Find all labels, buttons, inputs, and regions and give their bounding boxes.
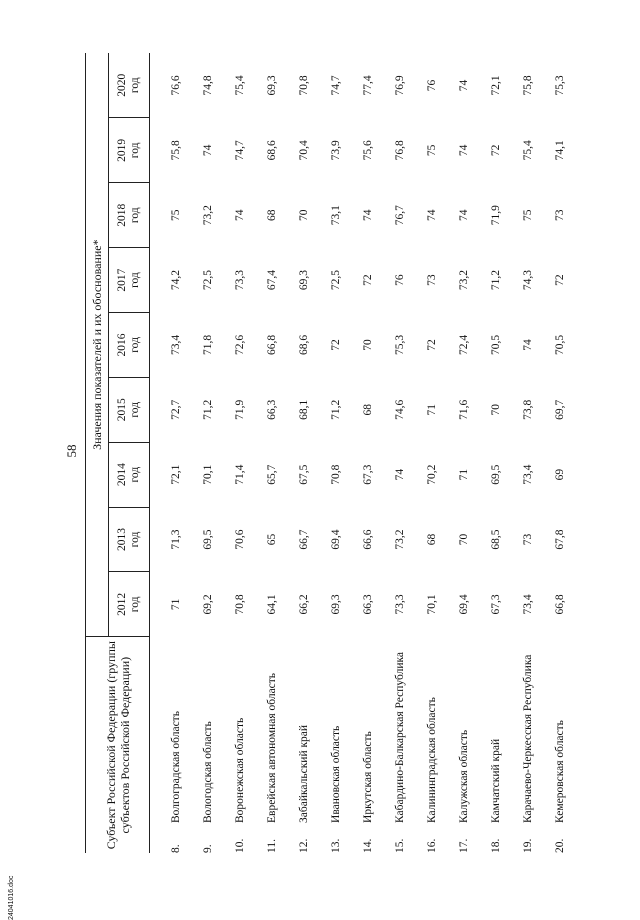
table-row — [320, 53, 352, 853]
value-cell: 69,3 — [266, 75, 278, 96]
value-cell: 75,6 — [362, 140, 374, 161]
value-cell: 76,6 — [170, 75, 182, 96]
value-cell: 68 — [426, 533, 438, 546]
value-cell: 69,2 — [202, 594, 214, 615]
row-number: 13. — [330, 838, 342, 853]
value-cell: 70,8 — [330, 464, 342, 485]
value-cell: 75,4 — [234, 75, 246, 96]
value-cell: 72,5 — [202, 270, 214, 291]
value-cell: 74 — [458, 209, 470, 221]
value-cell: 71,8 — [202, 334, 214, 355]
year-header-2013 — [109, 507, 150, 572]
value-cell: 72 — [426, 339, 438, 351]
value-cell: 75,8 — [522, 75, 534, 96]
region-name: Забайкальский край — [297, 724, 310, 823]
value-cell: 72 — [330, 339, 342, 351]
value-cell: 72,4 — [458, 334, 470, 355]
value-cell: 70,2 — [426, 464, 438, 485]
year-header-2014 — [109, 442, 150, 507]
value-cell: 74 — [458, 79, 470, 92]
table-header-row-1 — [86, 53, 109, 853]
value-cell: 74,6 — [394, 399, 406, 420]
values-header: Значения показателей и их обоснование* — [86, 53, 109, 637]
year-suffix: год — [129, 531, 141, 548]
region-name: Иркутская область — [361, 731, 374, 823]
table-row — [448, 53, 480, 853]
value-cell: 66,2 — [298, 594, 310, 615]
value-cell: 76 — [426, 79, 438, 92]
value-cell: 70 — [298, 209, 310, 221]
year-header-2015 — [109, 377, 150, 442]
value-cell: 68 — [266, 209, 278, 221]
value-cell: 70,1 — [202, 464, 214, 485]
value-cell: 74 — [362, 209, 374, 221]
year-header-2016 — [109, 313, 150, 378]
region-name: Карачаево-Черкесская Республика — [521, 654, 534, 823]
value-cell: 72 — [490, 144, 502, 157]
value-cell: 69,7 — [554, 399, 566, 420]
document-id — [8, 860, 22, 920]
table-row — [480, 53, 512, 853]
indicators-table — [85, 53, 576, 853]
value-cell: 70,4 — [298, 140, 310, 161]
year-label: 2018 — [116, 203, 128, 227]
value-cell: 74 — [234, 209, 246, 221]
table-row — [256, 53, 288, 853]
region-name: Камчатский край — [489, 738, 502, 823]
value-cell: 72,1 — [170, 464, 182, 485]
year-header-2017 — [109, 248, 150, 313]
year-header-2012 — [109, 572, 150, 637]
value-cell: 67,3 — [490, 594, 502, 615]
value-cell: 72,7 — [170, 399, 182, 420]
value-cell: 67,4 — [266, 270, 278, 291]
value-cell: 66,8 — [266, 334, 278, 355]
row-number: 12. — [298, 838, 310, 853]
row-number: 10. — [234, 838, 246, 853]
value-cell: 68,6 — [266, 140, 278, 161]
value-cell: 75,4 — [522, 140, 534, 161]
region-name: Кемеровская область — [553, 720, 566, 823]
value-cell: 69 — [554, 468, 566, 481]
table-row — [544, 53, 576, 853]
row-number: 9. — [202, 844, 214, 853]
rotated-table-page — [63, 53, 583, 853]
value-cell: 71,9 — [490, 205, 502, 226]
region-name: Ивановская область — [329, 725, 342, 823]
value-cell: 67,3 — [362, 464, 374, 485]
value-cell: 73,4 — [170, 334, 182, 355]
year-label: 2019 — [116, 138, 128, 162]
value-cell: 70 — [490, 404, 502, 416]
row-number: 11. — [266, 839, 278, 853]
value-cell: 66,8 — [554, 594, 566, 615]
year-suffix: год — [129, 337, 141, 353]
value-cell: 66,3 — [362, 594, 374, 615]
value-cell: 71 — [458, 468, 470, 481]
value-cell: 68,1 — [298, 399, 310, 420]
row-number: 19. — [522, 838, 534, 853]
year-suffix: год — [129, 272, 141, 288]
year-label: 2015 — [116, 398, 128, 422]
value-cell: 66,6 — [362, 529, 374, 550]
year-suffix: год — [129, 142, 141, 159]
table-row — [160, 53, 192, 853]
row-number: 8. — [170, 844, 182, 853]
value-cell: 73 — [426, 274, 438, 286]
value-cell: 74 — [522, 339, 534, 351]
value-cell: 70,8 — [234, 594, 246, 615]
value-cell: 71 — [170, 598, 182, 611]
value-cell: 76,9 — [394, 75, 406, 96]
value-cell: 73,4 — [522, 464, 534, 485]
row-number: 16. — [426, 838, 438, 853]
value-cell: 73 — [522, 533, 534, 546]
value-cell: 75 — [426, 144, 438, 157]
year-suffix: год — [129, 401, 141, 418]
value-cell: 72 — [554, 274, 566, 286]
value-cell: 74,7 — [330, 75, 342, 96]
value-cell: 75 — [170, 209, 182, 221]
value-cell: 70,5 — [490, 334, 502, 355]
value-cell: 75 — [522, 209, 534, 221]
table-row — [416, 53, 448, 853]
value-cell: 69,3 — [298, 270, 310, 291]
value-cell: 72,6 — [234, 334, 246, 355]
table-row — [352, 53, 384, 853]
value-cell: 72,1 — [490, 75, 502, 96]
value-cell: 68 — [362, 404, 374, 416]
value-cell: 69,4 — [330, 529, 342, 550]
value-cell: 69,5 — [490, 464, 502, 485]
year-label: 2012 — [116, 592, 128, 616]
value-cell: 74,3 — [522, 270, 534, 291]
table-row — [512, 53, 544, 853]
value-cell: 74,2 — [170, 270, 182, 291]
value-cell: 73,1 — [330, 205, 342, 226]
value-cell: 73,8 — [522, 399, 534, 420]
value-cell: 71,4 — [234, 464, 246, 485]
table-row — [288, 53, 320, 853]
value-cell: 73,9 — [330, 140, 342, 161]
table-row — [192, 53, 224, 853]
value-cell: 77,4 — [362, 75, 374, 96]
region-name: Вологодская область — [201, 721, 214, 823]
year-label: 2016 — [116, 333, 128, 357]
value-cell: 73,3 — [234, 270, 246, 291]
region-name: Воронежская область — [233, 717, 246, 823]
table-row — [384, 53, 416, 853]
region-name: Еврейская автономная область — [265, 672, 278, 823]
value-cell: 74,1 — [554, 140, 566, 161]
value-cell: 71,2 — [490, 270, 502, 291]
value-cell: 67,5 — [298, 464, 310, 485]
value-cell: 71,9 — [234, 399, 246, 420]
value-cell: 67,8 — [554, 529, 566, 550]
value-cell: 70,5 — [554, 334, 566, 355]
value-cell: 68,5 — [490, 529, 502, 550]
value-cell: 65,7 — [266, 464, 278, 485]
table-body — [150, 53, 577, 853]
year-header-2019 — [109, 118, 150, 183]
value-cell: 70 — [362, 339, 374, 351]
row-number: 18. — [490, 838, 502, 853]
value-cell: 74,8 — [202, 75, 214, 96]
value-cell: 66,3 — [266, 399, 278, 420]
row-number: 15. — [394, 838, 406, 853]
value-cell: 70 — [458, 533, 470, 546]
subject-header: Субъект Российской Федерации (группы субъектов Российской Федерации) — [86, 637, 150, 853]
value-cell: 70,1 — [426, 594, 438, 615]
value-cell: 64,1 — [266, 594, 278, 615]
value-cell: 70,6 — [234, 529, 246, 550]
document-id-text: 24041016.doc — [8, 875, 15, 920]
value-cell: 71 — [426, 404, 438, 416]
year-header-2020 — [109, 53, 150, 118]
value-cell: 70,8 — [298, 75, 310, 96]
value-cell: 74 — [202, 144, 214, 157]
region-name: Калининградская область — [425, 697, 438, 823]
year-label: 2017 — [116, 268, 128, 292]
value-cell: 74 — [426, 209, 438, 221]
value-cell: 69,3 — [330, 594, 342, 615]
table-row — [224, 53, 256, 853]
year-label: 2020 — [116, 73, 128, 97]
value-cell: 71,6 — [458, 399, 470, 420]
row-number: 17. — [458, 838, 470, 853]
value-cell: 65 — [266, 533, 278, 546]
value-cell: 75,3 — [554, 75, 566, 96]
region-name: Калужская область — [457, 729, 470, 823]
year-suffix: год — [129, 596, 141, 613]
row-number: 20. — [554, 838, 566, 853]
value-cell: 76,8 — [394, 140, 406, 161]
value-cell: 69,4 — [458, 594, 470, 615]
row-number: 14. — [362, 838, 374, 853]
value-cell: 76 — [394, 274, 406, 286]
value-cell: 74,7 — [234, 140, 246, 161]
year-header-2018 — [109, 183, 150, 248]
value-cell: 75,8 — [170, 140, 182, 161]
year-suffix: год — [129, 207, 141, 224]
value-cell: 73,2 — [458, 270, 470, 291]
value-cell: 71,2 — [330, 399, 342, 420]
value-cell: 73,2 — [394, 529, 406, 550]
region-name: Волгоградская область — [169, 711, 182, 823]
value-cell: 73 — [554, 209, 566, 221]
year-suffix: год — [129, 466, 141, 483]
header-spacer — [150, 53, 161, 853]
page-number: 58 — [64, 444, 79, 458]
value-cell: 73,4 — [522, 594, 534, 615]
year-label: 2014 — [116, 463, 128, 487]
value-cell: 66,7 — [298, 529, 310, 550]
value-cell: 71,3 — [170, 529, 182, 550]
value-cell: 71,2 — [202, 399, 214, 420]
year-suffix: год — [129, 77, 141, 94]
value-cell: 73,2 — [202, 205, 214, 226]
value-cell: 72 — [362, 274, 374, 286]
region-name: Кабардино-Балкарская Республика — [393, 652, 406, 823]
value-cell: 74 — [458, 144, 470, 157]
value-cell: 74 — [394, 468, 406, 481]
year-label: 2013 — [116, 528, 128, 552]
value-cell: 69,5 — [202, 529, 214, 550]
value-cell: 76,7 — [394, 205, 406, 226]
value-cell: 72,5 — [330, 270, 342, 291]
value-cell: 73,3 — [394, 594, 406, 615]
value-cell: 75,3 — [394, 334, 406, 355]
value-cell: 68,6 — [298, 334, 310, 355]
